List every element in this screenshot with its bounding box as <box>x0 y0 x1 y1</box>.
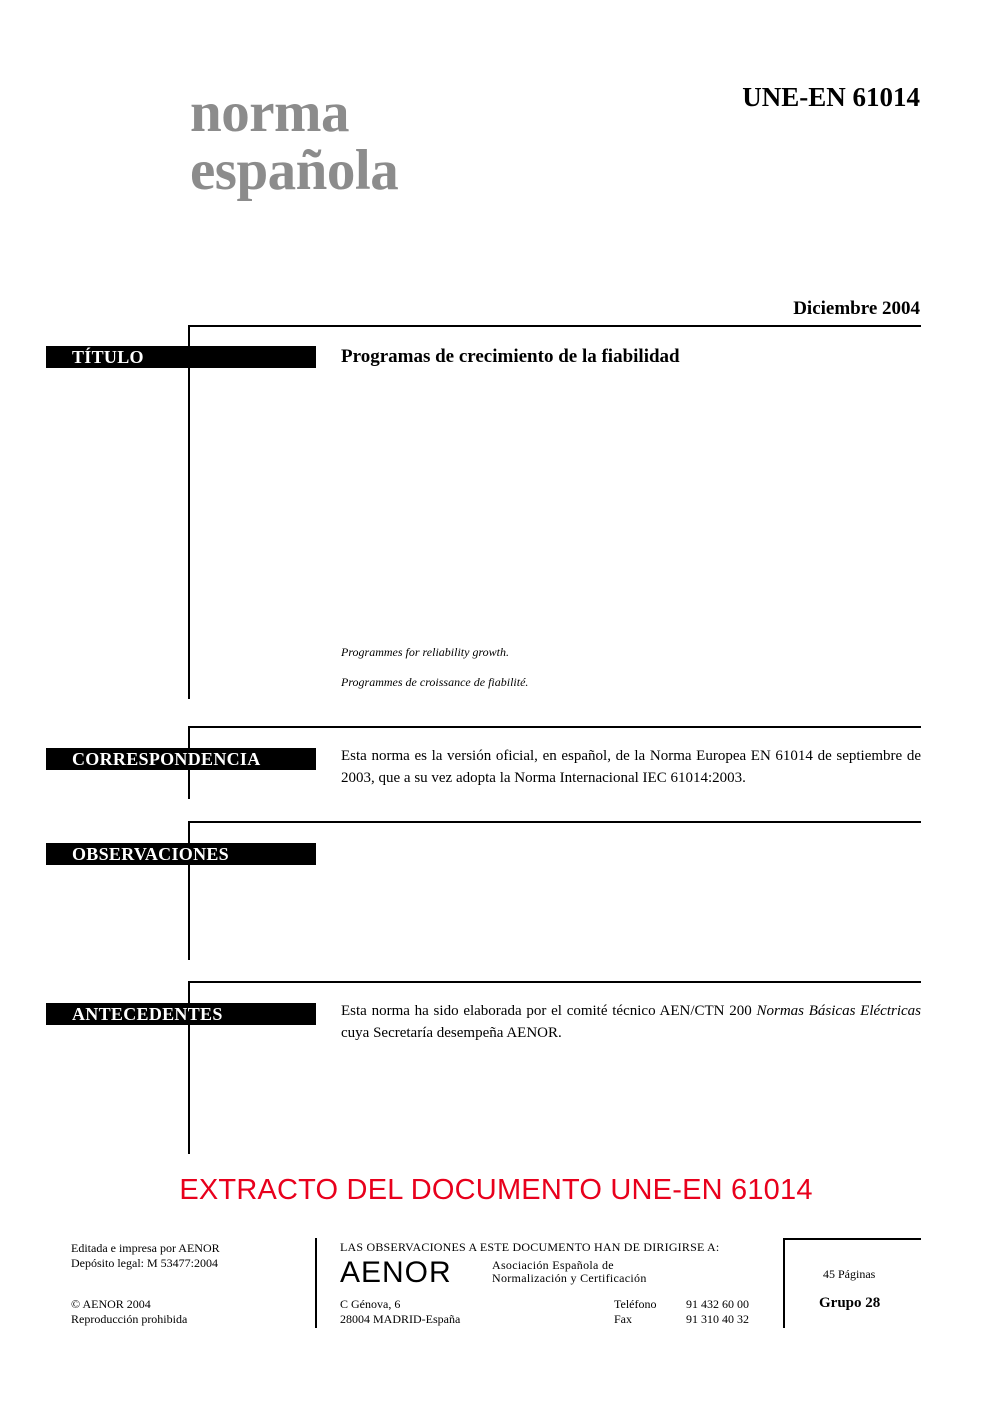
document-title: Programas de crecimiento de la fiabilidad <box>341 346 680 367</box>
section-label-correspondencia: CORRESPONDENCIA <box>46 748 316 770</box>
footer-divider-right <box>783 1238 785 1328</box>
section-divider-correspondencia <box>188 726 921 728</box>
section-divider-observaciones <box>188 821 921 823</box>
section-divider-titulo <box>188 325 921 327</box>
footer-contact-labels <box>614 1297 656 1327</box>
section-vline-titulo <box>188 325 190 699</box>
antecedentes-text-start: Esta norma ha sido elaborada por el comité técnico AEN/CTN 200 <box>341 1003 757 1019</box>
footer-rights-block <box>71 1297 187 1327</box>
footer-phone: 91 432 60 00 <box>686 1297 749 1311</box>
brand-line-1: norma <box>190 81 349 144</box>
aenor-logo: AENOR <box>340 1256 452 1289</box>
footer-copyright: © AENOR 2004 <box>71 1297 151 1311</box>
aenor-org-line-2: Normalización y Certificación <box>492 1271 647 1285</box>
brand-line-2: española <box>190 139 399 202</box>
section-divider-antecedentes <box>188 981 921 983</box>
title-english: Programmes for reliability growth. <box>341 645 509 659</box>
footer-contact-values <box>686 1297 749 1327</box>
title-french: Programmes de croissance de fiabilité. <box>341 675 529 689</box>
footer-reproduction: Reproducción prohibida <box>71 1312 188 1326</box>
footer-fax-label: Fax <box>614 1312 632 1326</box>
footer-address-city: 28004 MADRID-España <box>340 1312 461 1326</box>
antecedentes-text-end: cuya Secretaría desempeña AENOR. <box>341 1025 562 1041</box>
footer-fax: 91 310 40 32 <box>686 1312 749 1326</box>
footer-divider-left <box>315 1238 317 1328</box>
price-group: Grupo 28 <box>819 1295 881 1311</box>
footer-deposit: Depósito legal: M 53477:2004 <box>71 1256 218 1270</box>
footer-phone-label: Teléfono <box>614 1297 657 1311</box>
correspondencia-text: Esta norma es la versión oficial, en español, de la Norma Europea EN 61014 de septiembre de 2003, que a su vez adopta la Norma Internacional IEC 61014:2003. <box>341 748 921 786</box>
footer-observations-heading: LAS OBSERVACIONES A ESTE DOCUMENTO HAN DE DIRIGIRSE A: <box>340 1240 720 1254</box>
section-label-antecedentes: ANTECEDENTES <box>46 1003 316 1025</box>
extract-notice: EXTRACTO DEL DOCUMENTO UNE-EN 61014 <box>179 1174 813 1206</box>
page-count: 45 Páginas <box>823 1267 876 1281</box>
section-vline-observaciones <box>188 821 190 960</box>
footer-address <box>340 1297 460 1327</box>
section-label-titulo: TÍTULO <box>46 346 316 368</box>
brand-wordmark <box>190 81 399 202</box>
footer-edited: Editada e impresa por AENOR <box>71 1241 220 1255</box>
standard-code: UNE-EN 61014 <box>742 82 920 112</box>
footer-publisher-block <box>71 1241 220 1271</box>
footer-box-top-rule <box>783 1238 921 1240</box>
section-label-observaciones: OBSERVACIONES <box>46 843 316 865</box>
antecedentes-text <box>341 1000 921 1044</box>
publication-date: Diciembre 2004 <box>793 298 920 319</box>
antecedentes-committee-name: Normas Básicas Eléctricas <box>756 1003 921 1019</box>
footer-address-street: C Génova, 6 <box>340 1297 401 1311</box>
aenor-org-line-1: Asociación Española de <box>492 1258 614 1272</box>
aenor-org-name <box>492 1259 647 1285</box>
